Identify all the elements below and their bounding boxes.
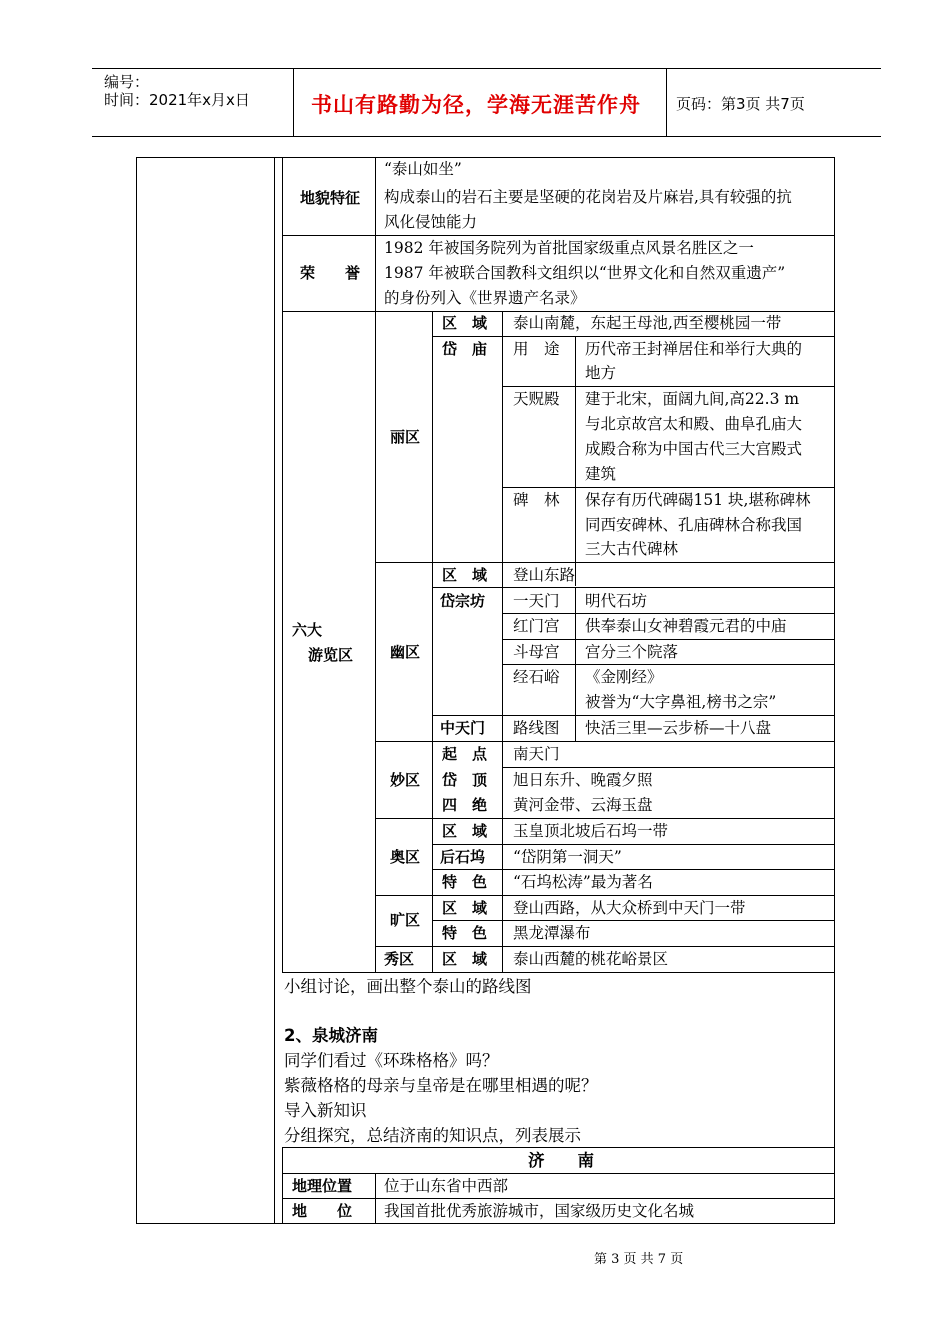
summit-label: 岱 顶 — [442, 771, 488, 789]
houshiwu-value: “岱阴第一洞天” — [513, 848, 622, 866]
daizongfang-label: 岱宗坊 — [440, 592, 486, 610]
you-region-value: 登山东路 — [513, 566, 576, 584]
jingshiyu-line-2: 被誉为“大字鼻祖,榜书之宗” — [585, 693, 777, 711]
beilin-label: 碑 林 — [513, 491, 560, 509]
yitianmen-label: 一天门 — [513, 592, 560, 610]
usage-label: 用 途 — [513, 340, 560, 358]
landform-line-3: 风化侵蚀能力 — [384, 213, 478, 231]
document-time-label: 时间：2021年x月x日 — [104, 91, 250, 109]
honor-line-3: 的身份列入《世界遗产名录》 — [384, 289, 586, 307]
honor-label: 荣 誉 — [300, 264, 361, 282]
page-footer: 第 3 页 共 7 页 — [594, 1252, 684, 1267]
hongmengong-value: 供奉泰山女神碧霞元君的中庙 — [585, 617, 787, 635]
tiankuang-line-1: 建于北宋，面阔九间,高22.3 m — [585, 390, 800, 408]
beilin-line-3: 三大古代碑林 — [585, 540, 679, 558]
miao-area-label: 妙区 — [390, 771, 421, 789]
start-point-value: 南天门 — [513, 745, 560, 763]
jingshiyu-label: 经石峪 — [513, 668, 560, 686]
tiankuang-line-4: 建筑 — [585, 465, 617, 483]
header-motto: 书山有路勤为径，学海无涯苦作舟 — [311, 93, 641, 117]
page-info: 页码：第3页 共7页 — [676, 95, 805, 113]
honor-line-2: 1987 年被联合国教科文组织以“世界文化和自然双重遗产” — [384, 264, 786, 282]
four-wonders-value: 黄河金带、云海玉盘 — [513, 796, 653, 814]
kuang-feature-value: 黑龙潭瀑布 — [513, 924, 591, 942]
xiu-area-label: 秀区 — [384, 950, 415, 968]
li-area-label: 丽区 — [390, 428, 421, 446]
usage-line-2: 地方 — [585, 364, 617, 382]
beilin-line-2: 同西安碑林、孔庙碑林合称我国 — [585, 516, 803, 534]
tour-areas-label-1: 六大 — [292, 621, 323, 639]
section-title-jinan: 2、泉城济南 — [284, 1026, 378, 1045]
you-area-label: 幽区 — [390, 643, 421, 661]
jinan-table-title: 济 南 — [528, 1151, 594, 1170]
jinan-location-value: 位于山东省中西部 — [384, 1177, 509, 1195]
beilin-line-1: 保存有历代碑碣151 块,堪称碑林 — [585, 491, 811, 509]
you-region-label: 区 域 — [442, 566, 488, 584]
dai-temple-label: 岱 庙 — [442, 340, 488, 358]
kuang-area-label: 旷区 — [390, 911, 421, 929]
intro-text: 导入新知识 — [284, 1101, 367, 1120]
kuang-region-label: 区 域 — [442, 899, 488, 917]
start-point-label: 起 点 — [442, 745, 488, 763]
yitianmen-value: 明代石坊 — [585, 592, 648, 610]
ao-region-label: 区 域 — [442, 822, 488, 840]
route-map-value: 快活三里—云步桥—十八盘 — [585, 719, 772, 737]
xiu-region-value: 泰山西麓的桃花峪景区 — [513, 950, 669, 968]
tiankuang-hall-label: 天贶殿 — [513, 390, 560, 408]
landform-line-1: “泰山如坐” — [384, 160, 462, 178]
landform-line-2: 构成泰山的岩石主要是坚硬的花岗岩及片麻岩,具有较强的抗 — [384, 188, 792, 206]
li-region-value: 泰山南麓，东起王母池,西至樱桃园一带 — [513, 314, 782, 332]
ao-feature-label: 特 色 — [442, 873, 488, 891]
document-number-label: 编号： — [104, 73, 150, 91]
tiankuang-line-3: 成殿合称为中国古代三大宫殿式 — [585, 440, 803, 458]
xiu-region-label: 区 域 — [442, 950, 488, 968]
jinan-location-label: 地理位置 — [292, 1177, 353, 1195]
discussion-text: 小组讨论，画出整个泰山的路线图 — [284, 977, 532, 996]
ao-area-label: 奥区 — [390, 848, 421, 866]
ao-feature-value: “石坞松涛”最为著名 — [513, 873, 653, 891]
doumugong-label: 斗母宫 — [513, 643, 560, 661]
jinan-status-value: 我国首批优秀旅游城市，国家级历史文化名城 — [384, 1202, 695, 1220]
summit-value: 旭日东升、晚霞夕照 — [513, 771, 653, 789]
question-2: 紫薇格格的母亲与皇帝是在哪里相遇的呢？ — [284, 1076, 598, 1095]
question-1: 同学们看过《环珠格格》吗？ — [284, 1051, 499, 1070]
tour-areas-label-2: 游览区 — [308, 646, 354, 664]
jingshiyu-line-1: 《金刚经》 — [585, 668, 663, 686]
doumugong-value: 宫分三个院落 — [585, 643, 679, 661]
jinan-status-label: 地 位 — [292, 1202, 353, 1220]
tiankuang-line-2: 与北京故宫太和殿、曲阜孔庙大 — [585, 415, 803, 433]
houshiwu-label: 后石坞 — [440, 848, 486, 866]
group-task-text: 分组探究，总结济南的知识点，列表展示 — [284, 1126, 581, 1145]
ao-region-value: 玉皇顶北坡后石坞一带 — [513, 822, 669, 840]
hongmengong-label: 红门宫 — [513, 617, 560, 635]
honor-line-1: 1982 年被国务院列为首批国家级重点风景名胜区之一 — [384, 239, 754, 257]
kuang-feature-label: 特 色 — [442, 924, 488, 942]
route-map-label: 路线图 — [513, 719, 560, 737]
kuang-region-value: 登山西路，从大众桥到中天门一带 — [513, 899, 746, 917]
zhongtianmen-label: 中天门 — [440, 719, 486, 737]
usage-line-1: 历代帝王封禅居住和举行大典的 — [585, 340, 803, 358]
four-wonders-label: 四 绝 — [442, 796, 488, 814]
li-region-label: 区 域 — [442, 314, 488, 332]
landform-label: 地貌特征 — [300, 189, 361, 207]
